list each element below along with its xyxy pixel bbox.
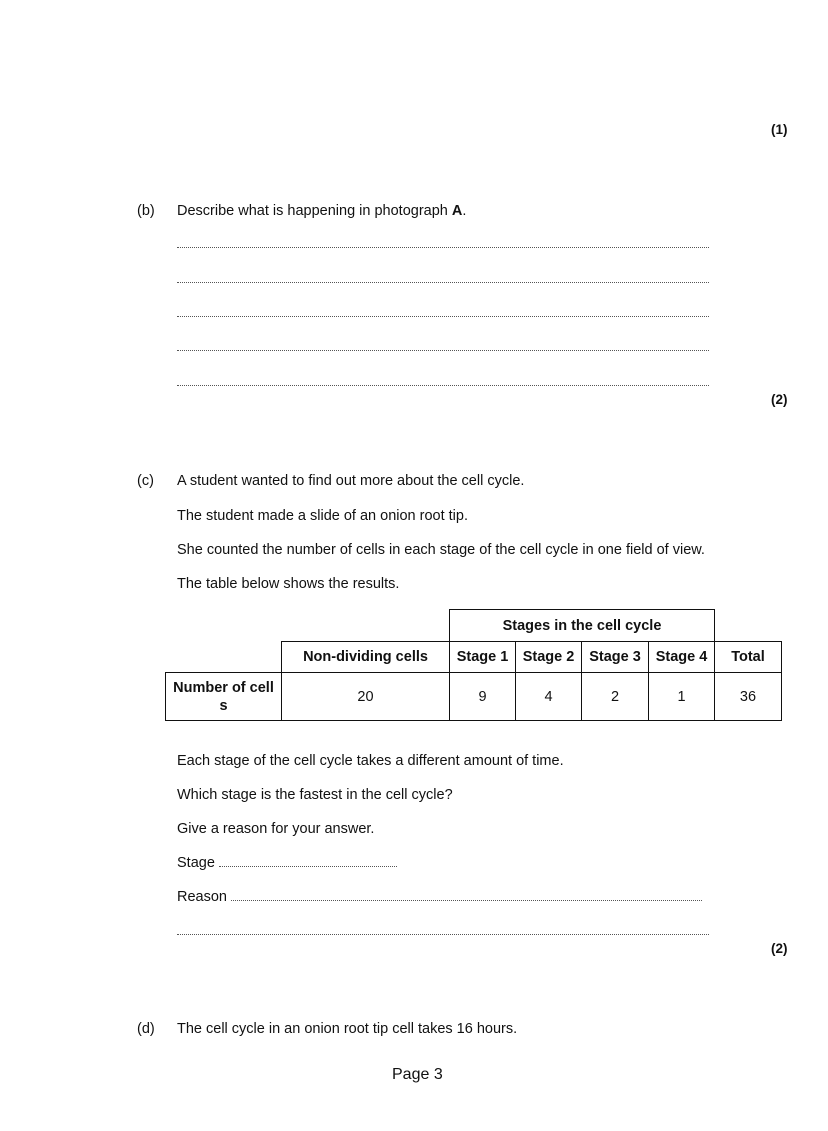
part-c-line-1: A student wanted to find out more about the cell cycle. [177, 473, 525, 489]
table-value-stage-4: 1 [649, 673, 715, 721]
table-value-non-dividing: 20 [282, 673, 450, 721]
table-header-stage-1: Stage 1 [450, 642, 516, 673]
table-header-stage-2: Stage 2 [516, 642, 582, 673]
answer-line-b-3[interactable] [177, 316, 709, 317]
part-c-after-line-1: Each stage of the cell cycle takes a different amount of time. [177, 753, 564, 769]
part-c-after-line-3: Give a reason for your answer. [177, 821, 375, 837]
table-blank-cell [166, 610, 282, 642]
table-blank-cell [715, 610, 782, 642]
table-blank-cell [282, 610, 450, 642]
part-b-label: (b) [137, 203, 155, 219]
page-number: Page 3 [392, 1066, 443, 1083]
results-table [165, 609, 782, 721]
answer-line-b-5[interactable] [177, 385, 709, 386]
table-blank-cell [166, 642, 282, 673]
table-header-total: Total [715, 642, 782, 673]
part-b-question-text: Describe what is happening in photograph [177, 203, 452, 219]
table-value-stage-2: 4 [516, 673, 582, 721]
marks-top: (1) [771, 122, 788, 137]
part-d-text: The cell cycle in an onion root tip cell takes 16 hours. [177, 1021, 518, 1037]
part-c-line-3: She counted the number of cells in each stage of the cell cycle in one field of view. [177, 542, 705, 558]
table-value-stage-1: 9 [450, 673, 516, 721]
answer-line-b-4[interactable] [177, 350, 709, 351]
part-c-line-4: The table below shows the results. [177, 576, 400, 592]
reason-answer-line[interactable] [231, 900, 702, 901]
reason-label: Reason [177, 889, 227, 905]
answer-line-b-1[interactable] [177, 247, 709, 248]
table-value-total: 36 [715, 673, 782, 721]
stage-label: Stage [177, 855, 215, 871]
part-c-after-line-2: Which stage is the fastest in the cell cycle? [177, 787, 453, 803]
reason-answer-line-2[interactable] [177, 934, 709, 935]
table-value-stage-3: 2 [582, 673, 649, 721]
stage-answer-line[interactable] [219, 866, 397, 867]
table-row-label-line-1: Number of cell [173, 679, 274, 696]
table-header-stage-3: Stage 3 [582, 642, 649, 673]
part-b-question [177, 203, 466, 219]
part-b-question-suffix: . [462, 203, 467, 219]
table-header-non-dividing: Non-dividing cells [282, 642, 450, 673]
table-group-header: Stages in the cell cycle [450, 610, 715, 642]
stage-answer-row [177, 855, 397, 871]
part-c-label: (c) [137, 473, 154, 489]
marks-c: (2) [771, 941, 788, 956]
marks-b: (2) [771, 392, 788, 407]
answer-line-b-2[interactable] [177, 282, 709, 283]
table-row-label [166, 673, 282, 721]
reason-answer-row [177, 889, 702, 905]
part-b-question-bold: A [451, 203, 463, 219]
part-d-label: (d) [137, 1021, 155, 1037]
table-row-label-line-2: s [219, 697, 228, 714]
part-c-line-2: The student made a slide of an onion root tip. [177, 508, 468, 524]
table-header-stage-4: Stage 4 [649, 642, 715, 673]
